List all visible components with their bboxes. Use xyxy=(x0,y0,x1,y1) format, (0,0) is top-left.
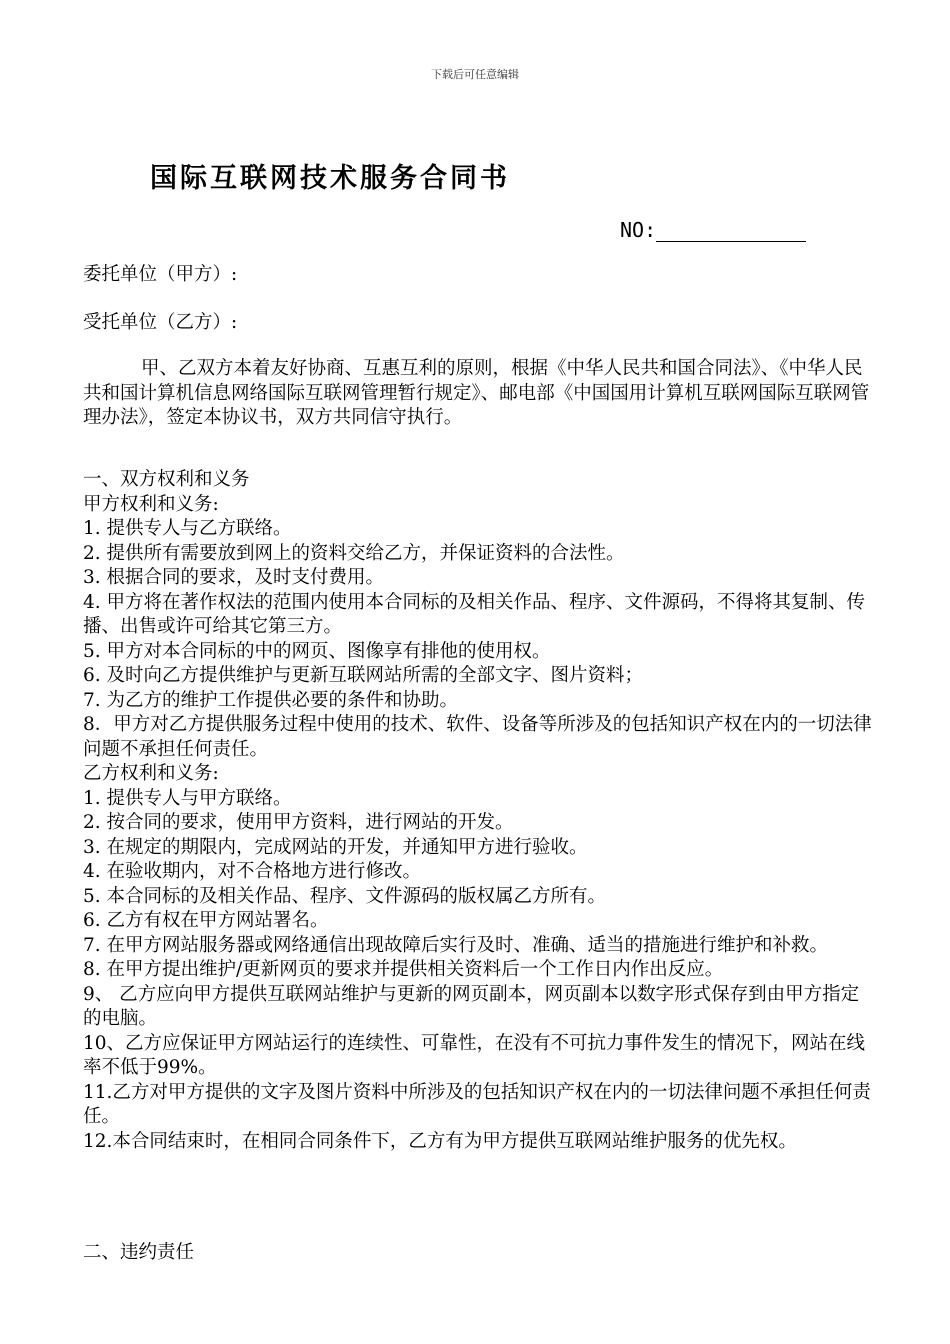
list-item: 1. 提供专人与甲方联络。 xyxy=(83,787,292,809)
party-b-label: 受托单位（乙方）: xyxy=(83,312,238,333)
document-title: 国际互联网技术服务合同书 xyxy=(150,163,510,194)
party-a-label: 委托单位（甲方）: xyxy=(83,264,238,285)
list-item: 8. 在甲方提出维护/更新网页的要求并提供相关资料后一个工作日内作出反应。 xyxy=(83,959,724,980)
list-item: 3. 在规定的期限内，完成网站的开发，并通知甲方进行验收。 xyxy=(83,836,588,858)
list-item: 1. 提供专人与乙方联络。 xyxy=(83,518,292,539)
list-item: 4. 甲方将在著作权法的范围内使用本合同标的及相关作品、程序、文件源码，不得将其复制、传播、出售或许可给其它第三方。 xyxy=(83,591,866,637)
list-item: 12.本合同结束时，在相同合同条件下，乙方有为甲方提供互联网站维护服务的优先权。 xyxy=(83,1130,797,1152)
list-item: 6. 及时向乙方提供维护与更新互联网站所需的全部文字、图片资料； xyxy=(83,665,644,686)
list-item: 5. 本合同标的及相关作品、程序、文件源码的版权属乙方所有。 xyxy=(83,885,607,907)
party-a-heading: 甲方权利和义务: xyxy=(83,493,219,515)
contract-number-blank xyxy=(656,221,806,242)
list-item: 10、乙方应保证甲方网站运行的连续性、可靠性，在没有不可抗力事件发生的情况下，网站在线率不低于99%。 xyxy=(83,1032,866,1078)
list-item: 5. 甲方对本合同标的中的网页、图像享有排他的使用权。 xyxy=(83,640,551,662)
list-item: 6. 乙方有权在甲方网站署名。 xyxy=(83,910,329,931)
list-item: 9、 乙方应向甲方提供互联网站维护与更新的网页副本，网页副本以数字形式保存到由甲方指定的电脑。 xyxy=(83,983,860,1029)
contract-number-label: NO: xyxy=(620,218,657,242)
rights-obligations-section xyxy=(83,468,873,1154)
intro-paragraph: 甲、乙双方本着友好协商、互惠互利的原则，根据《中华人民共和国合同法》、《中华人民共和国计算机信息网络国际互联网管理暂行规定》、邮电部《中国国用计算机互联网国际互联网管理办法》，签定本协议书，双方共同信守执行。 xyxy=(83,358,870,428)
list-item: 7. 在甲方网站服务器或网络通信出现故障后实行及时、准确、适当的措施进行维护和补救。 xyxy=(83,934,829,956)
list-item: 3. 根据合同的要求，及时支付费用。 xyxy=(83,567,385,588)
list-item: 11.乙方对甲方提供的文字及图片资料中所涉及的包括知识产权在内的一切法律问题不承担任何责任。 xyxy=(83,1081,871,1127)
contract-number xyxy=(620,218,806,242)
section-2-heading: 二、违约责任 xyxy=(83,1242,195,1263)
header-note: 下载后可任意编辑 xyxy=(431,68,519,81)
list-item: 2. 提供所有需要放到网上的资料交给乙方，并保证资料的合法性。 xyxy=(83,542,625,564)
section-1-heading: 一、双方权利和义务 xyxy=(83,469,250,490)
party-b-heading: 乙方权利和义务: xyxy=(83,763,219,784)
list-item: 4. 在验收期内，对不合格地方进行修改。 xyxy=(83,861,422,882)
list-item: 7. 为乙方的维护工作提供必要的条件和协助。 xyxy=(83,689,459,711)
list-item: 8．甲方对乙方提供服务过程中使用的技术、软件、设备等所涉及的包括知识产权在内的一切法律问题不承担任何责任。 xyxy=(83,714,872,760)
list-item: 2. 按合同的要求，使用甲方资料，进行网站的开发。 xyxy=(83,812,514,833)
